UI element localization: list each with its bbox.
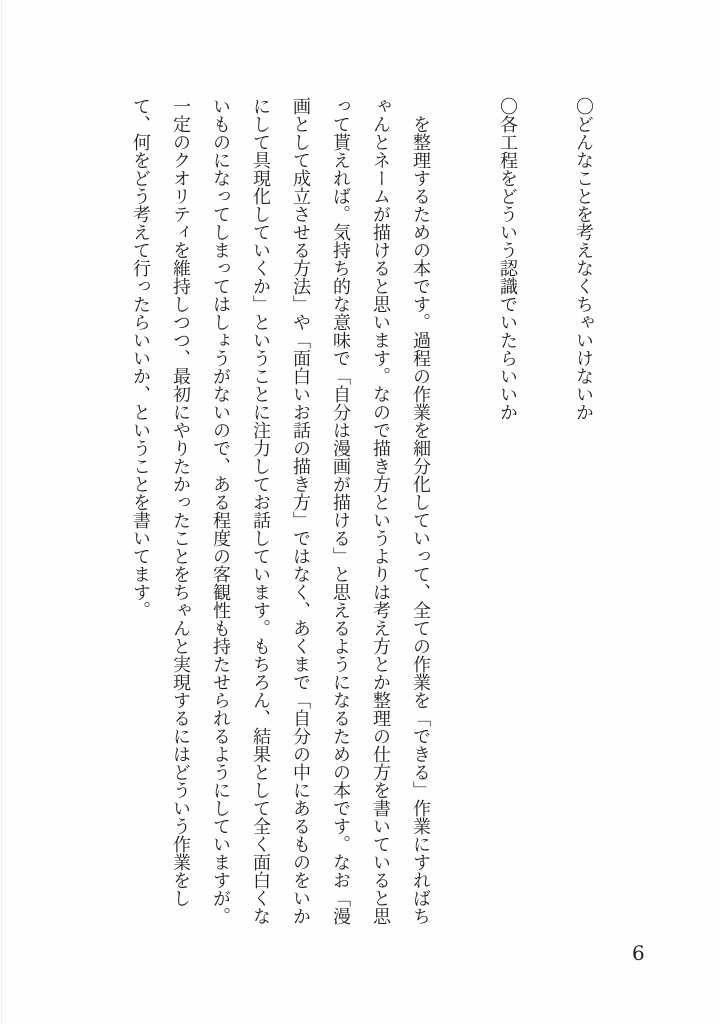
page-number: 6 bbox=[632, 941, 645, 965]
body-line-4: 画として成立させる方法」や「面白いお話の描き方」ではなく、あくまで「自分の中にあるものをいか bbox=[290, 97, 311, 925]
body-line-8: て、何をどう考えて行ったらいいか、ということを書いてます。 bbox=[130, 97, 151, 619]
body-line-3: って貰えれば。気持ち的な意味で「自分は漫画が描ける」と思えるようになるための本です。なお「漫 bbox=[330, 97, 351, 925]
scan-edge-line bbox=[1, 0, 2, 1024]
heading-question-1: 〇どんなことを考えなくちゃいけないか bbox=[573, 97, 594, 421]
body-line-1: を整理するための本です。過程の作業を細分化していって、全ての作業を「できる」作業にすればち bbox=[410, 115, 431, 925]
body-line-2: ゃんとネームが描けると思います。なので描き方というよりは考え方とか整理の仕方を書いていると思 bbox=[370, 97, 391, 925]
body-line-5: にして具現化していくか」ということに注力してお話しています。もちろん、結果として全く面白くな bbox=[250, 97, 271, 925]
heading-question-2: 〇各工程をどういう認識でいたらいいか bbox=[497, 97, 518, 421]
page-text bbox=[120, 97, 605, 967]
body-line-6: いものになってしまってはしょうがないので、ある程度の客観性も持たせられるようにしていますが。 bbox=[210, 97, 231, 925]
body-line-7: 一定のクオリティを維持しつつ、最初にやりたかったことをちゃんと実現するにはどういう作業をし bbox=[170, 97, 191, 907]
